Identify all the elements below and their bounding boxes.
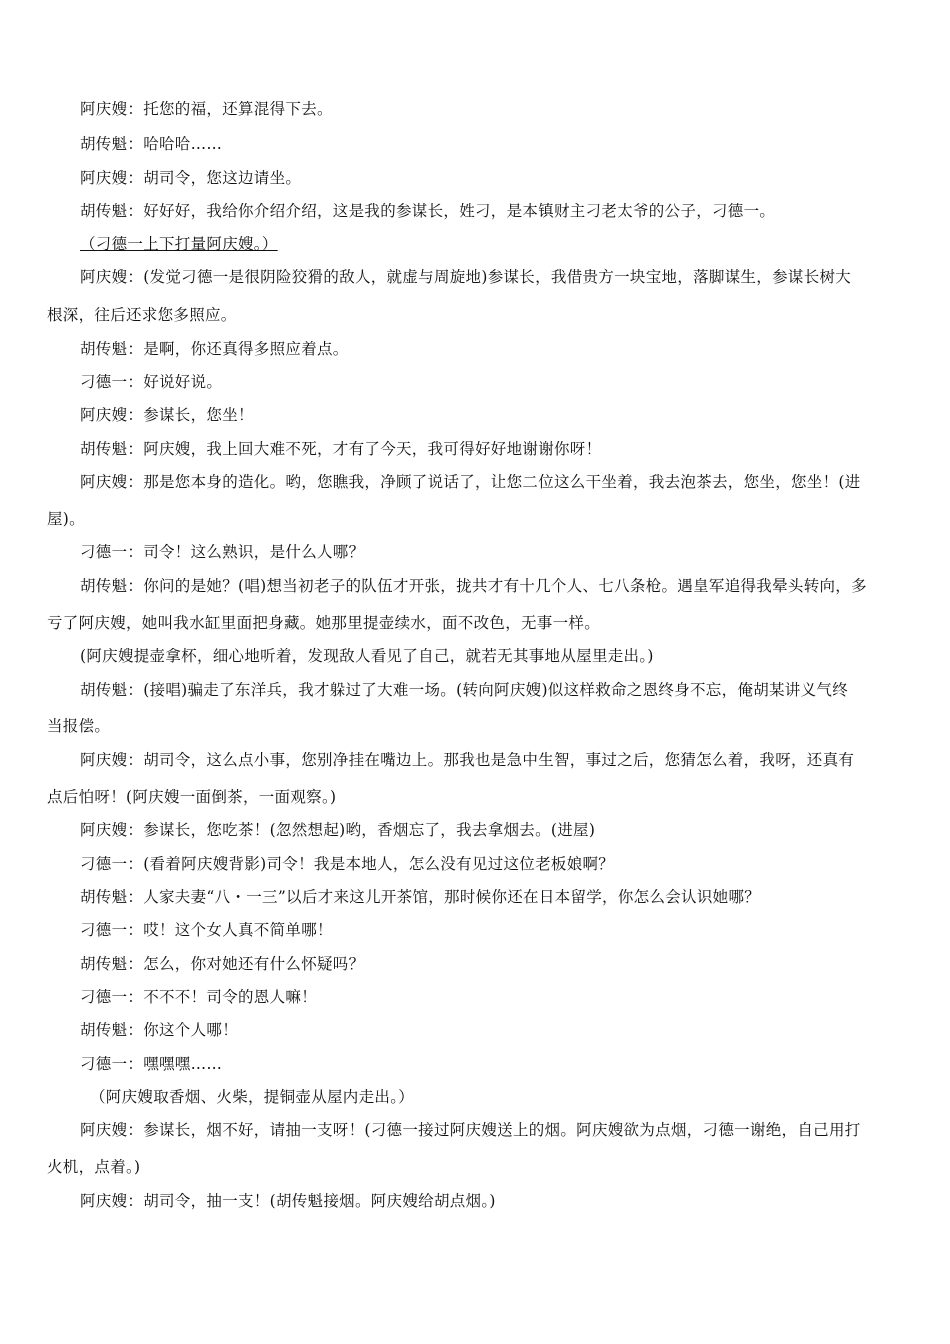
dialogue-line: 胡传魁：你这个人哪！ — [80, 1021, 239, 1039]
dialogue-continuation: 根深，往后还求您多照应。 — [47, 306, 237, 324]
dialogue-line: 胡传魁：哈哈哈…… — [80, 135, 223, 153]
dialogue-line: 胡传魁：是啊，你还真得多照应着点。 — [80, 340, 349, 358]
dialogue-continuation: 当报偿。 — [47, 717, 111, 735]
dialogue-line: 阿庆嫂：参谋长，您吃茶！(忽然想起)哟，香烟忘了，我去拿烟去。(进屋) — [80, 821, 596, 839]
dialogue-line: 阿庆嫂：托您的福，还算混得下去。 — [80, 100, 333, 118]
stage-direction: （阿庆嫂取香烟、火柴，提铜壶从屋内走出。） — [90, 1088, 415, 1106]
dialogue-line: 胡传魁：人家夫妻“八・一三”以后才来这儿开茶馆，那时候你还在日本留学，你怎么会认识她哪？ — [80, 888, 761, 906]
dialogue-line: 胡传魁：好好好，我给你介绍介绍，这是我的参谋长，姓刁，是本镇财主刁老太爷的公子，刁德一。 — [80, 202, 776, 220]
dialogue-line: 阿庆嫂：胡司令，抽一支！(胡传魁接烟。阿庆嫂给胡点烟。) — [80, 1192, 496, 1210]
dialogue-line: 刁德一：嘿嘿嘿…… — [80, 1055, 223, 1073]
dialogue-line: 刁德一：不不不！司令的恩人嘛！ — [80, 988, 318, 1006]
dialogue-line: 刁德一：哎！这个女人真不简单哪！ — [80, 921, 333, 939]
dialogue-line: 刁德一：(看着阿庆嫂背影)司令！我是本地人，怎么没有见过这位老板娘啊？ — [80, 855, 615, 873]
dialogue-line: 阿庆嫂：(发觉刁德一是很阴险狡猾的敌人，就虚与周旋地)参谋长，我借贵方一块宝地，落脚谋生，参谋长树大 — [80, 268, 852, 286]
stage-direction: (阿庆嫂提壶拿杯，细心地听着，发现敌人看见了自己，就若无其事地从屋里走出。) — [80, 647, 654, 665]
dialogue-line: 阿庆嫂：胡司令，这么点小事，您别净挂在嘴边上。那我也是急中生智，事过之后，您猜怎么着，我呀，还真有 — [80, 751, 855, 769]
dialogue-continuation: 屋)。 — [47, 510, 85, 528]
dialogue-continuation: 火机，点着。) — [47, 1158, 141, 1176]
dialogue-line: 刁德一：司令！这么熟识，是什么人哪？ — [80, 543, 365, 561]
dialogue-continuation: 点后怕呀！(阿庆嫂一面倒茶，一面观察。) — [47, 788, 337, 806]
stage-direction: （刁德一上下打量阿庆嫂。） — [80, 235, 278, 253]
dialogue-line: 阿庆嫂：胡司令，您这边请坐。 — [80, 169, 302, 187]
dialogue-continuation: 亏了阿庆嫂，她叫我水缸里面把身藏。她那里提壶续水，面不改色，无事一样。 — [47, 614, 601, 632]
dialogue-line: 胡传魁：怎么，你对她还有什么怀疑吗？ — [80, 955, 365, 973]
dialogue-line: 阿庆嫂：那是您本身的造化。哟，您瞧我，净顾了说话了，让您二位这么干坐着，我去泡茶去，您坐，您坐！(进 — [80, 473, 861, 491]
dialogue-line: 胡传魁：阿庆嫂，我上回大难不死，才有了今天，我可得好好地谢谢你呀！ — [80, 440, 602, 458]
dialogue-line: 阿庆嫂：参谋长，您坐！ — [80, 406, 254, 424]
dialogue-line: 刁德一：好说好说。 — [80, 373, 223, 391]
dialogue-line: 胡传魁：(接唱)骗走了东洋兵，我才躲过了大难一场。(转向阿庆嫂)似这样救命之恩终身不忘，俺胡某讲义气终 — [80, 681, 848, 699]
dialogue-line: 胡传魁：你问的是她？(唱)想当初老子的队伍才开张，拢共才有十几个人、七八条枪。遇皇军追得我晕头转向，多 — [80, 577, 867, 595]
dialogue-line: 阿庆嫂：参谋长，烟不好，请抽一支呀！(刁德一接过阿庆嫂送上的烟。阿庆嫂欲为点烟，刁德一谢绝，自己用打 — [80, 1121, 861, 1139]
